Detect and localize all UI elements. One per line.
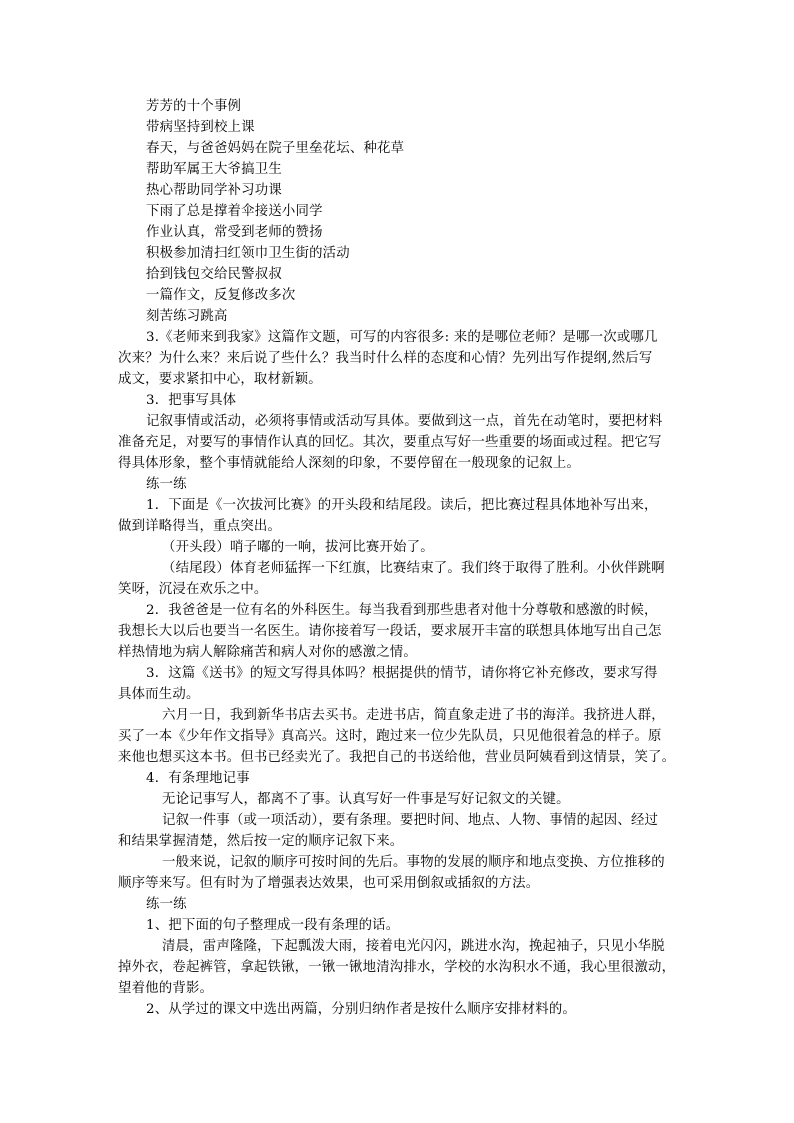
- practice-heading: 练一练: [146, 477, 187, 492]
- story-line: 买了一本《少年作文指导》真高兴。这时，跑过来一位少先队员，只见他很着急的样子。原: [118, 729, 662, 744]
- example-item: 下雨了总是撑着伞接送小同学: [146, 204, 323, 219]
- paragraph-line: 记叙一件事（或一项活动），要有条理。要把时间、地点、人物、事情的起因、经过: [162, 813, 659, 828]
- example-item: 刻苦练习跳高: [146, 309, 228, 324]
- exercise-line: 清晨，雷声隆隆，下起瓢泼大雨，接着电光闪闪，跳进水沟，挽起袖子，只见小华脱: [162, 939, 665, 954]
- example-item: 春天，与爸爸妈妈在院子里垒花坛、种花草: [146, 141, 405, 156]
- exercise-line: 笑呀，沉浸在欢乐之中。: [118, 582, 268, 597]
- section-heading: 3．把事写具体: [146, 393, 237, 408]
- example-item: 热心帮助同学补习功课: [146, 183, 282, 198]
- example-item: 一篇作文，反复修改多次: [146, 288, 296, 303]
- exercise-line: 2、从学过的课文中选出两篇，分别归纳作者是按什么顺序安排材料的。: [146, 1002, 577, 1017]
- exercise-line: 2．我爸爸是一位有名的外科医生。每当我看到那些患者对他十分尊敬和感激的时候，: [146, 603, 658, 618]
- paragraph-line: 记叙事情或活动，必须将事情或活动写具体。要做到这一点，首先在动笔时，要把材料: [146, 414, 663, 429]
- paragraph-line: 一般来说，记叙的顺序可按时间的先后。事物的发展的顺序和地点变换、方位推移的: [162, 855, 665, 870]
- paragraph-line: 成文，要求紧扣中心，取材新颖。: [118, 372, 322, 387]
- exercise-line: 1．下面是《一次拔河比赛》的开头段和结尾段。读后，把比赛过程具体地补写出来，: [146, 498, 658, 513]
- paragraph-line: 3.《老师来到我家》这篇作文题，可写的内容很多: 来的是哪位老师？是哪一次或哪几: [146, 330, 658, 345]
- exercise-line: 做到详略得当，重点突出。: [118, 519, 282, 534]
- exercise-line: （结尾段）体育老师猛挥一下红旗，比赛结束了。我们终于取得了胜利。小伙伴跳啊: [162, 561, 665, 576]
- exercise-line: 掉外衣，卷起裤管，拿起铁锹，一锹一锹地清沟排水，学校的水沟积水不通，我心里很激动，: [118, 960, 676, 975]
- exercise-line: 我想长大以后也要当一名医生。请你接着写一段话，要求展开丰富的联想具体地写出自己怎: [118, 624, 662, 639]
- example-item: 拾到钱包交给民警叔叔: [146, 267, 282, 282]
- exercise-line: 样热情地为病人解除痛苦和病人对你的感激之情。: [118, 645, 417, 660]
- example-item: 带病坚持到校上课: [146, 120, 255, 135]
- examples-title: 芳芳的十个事例: [146, 99, 242, 114]
- story-line: 来他也想买这本书。但书已经卖光了。我把自己的书送给他，营业员阿姨看到这情景，笑了。: [118, 750, 676, 765]
- exercise-line: （开头段）哨子嘟的一响，拔河比赛开始了。: [162, 540, 434, 555]
- practice-heading: 练一练: [146, 897, 187, 912]
- exercise-line: 3．这篇《送书》的短文写得具体吗？根据提供的情节，请你将它补充修改，要求写得: [146, 666, 658, 681]
- paragraph-line: 和结果掌握清楚，然后按一定的顺序记叙下来。: [118, 834, 404, 849]
- paragraph-line: 无论记事写人，都离不了事。认真写好一件事是写好记叙文的关键。: [162, 792, 570, 807]
- story-line: 六月一日，我到新华书店去买书。走进书店，简直象走进了书的海洋。我挤进人群，: [162, 708, 665, 723]
- exercise-line: 1、把下面的句子整理成一段有条理的话。: [146, 918, 400, 933]
- example-item: 作业认真，常受到老师的赞扬: [146, 225, 323, 240]
- paragraph-line: 顺序等来写。但有时为了增强表达效果，也可采用倒叙或插叙的方法。: [118, 876, 540, 891]
- paragraph-line: 得具体形象，整个事情就能给人深刻的印象，不要停留在一般现象的记叙上。: [118, 456, 581, 471]
- example-item: 积极参加清扫红领巾卫生街的活动: [146, 246, 350, 261]
- exercise-line: 望着他的背影。: [118, 981, 214, 996]
- paragraph-line: 次来？为什么来？来后说了些什么？我当时什么样的态度和心情？先列出写作提纲,然后写: [118, 351, 653, 366]
- paragraph-line: 准备充足，对要写的事情作认真的回忆。其次，要重点写好一些重要的场面或过程。把它写: [118, 435, 662, 450]
- example-item: 帮助军属王大爷搞卫生: [146, 162, 282, 177]
- exercise-line: 具体而生动。: [118, 687, 200, 702]
- section-heading: 4．有条理地记事: [146, 771, 250, 786]
